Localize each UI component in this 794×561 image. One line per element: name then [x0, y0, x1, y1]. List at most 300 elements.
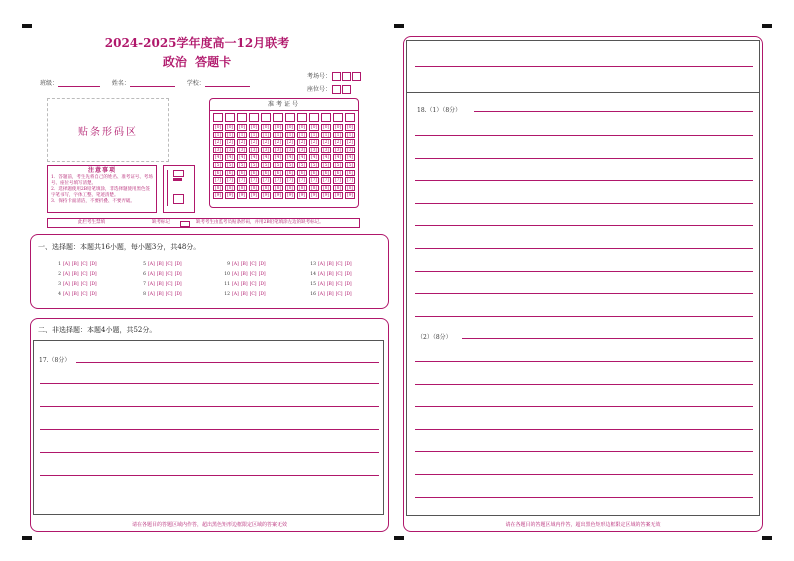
mcq-option-bubble[interactable]: [C] — [249, 292, 257, 297]
admission-digit-bubble[interactable]: [4] — [226, 155, 234, 161]
mcq-option-bubble[interactable]: [C] — [165, 292, 173, 297]
mcq-option-bubble[interactable]: [D] — [344, 262, 352, 267]
admission-digit-bubble[interactable]: [8] — [298, 185, 306, 191]
admission-digit-bubble[interactable]: [1] — [274, 132, 282, 138]
class-field[interactable] — [58, 86, 100, 87]
admission-digit-bubble[interactable]: [0] — [274, 125, 282, 130]
mcq-option-bubble[interactable]: [B] — [156, 272, 164, 277]
notice-item: 2．选择题使用2B铅笔填涂，非选择题使用黑色签字笔书写，字体工整、笔迹清楚。 — [51, 187, 151, 198]
admission-digit-bubble[interactable]: [1] — [238, 132, 246, 138]
admission-digit-bubble[interactable]: [4] — [274, 155, 282, 161]
mcq-option-bubble[interactable]: [B] — [326, 292, 334, 297]
mcq-question-row — [53, 292, 97, 297]
admission-digit-bubble[interactable]: [5] — [250, 162, 258, 168]
answer-line[interactable] — [415, 271, 753, 272]
q17-inner-frame — [33, 340, 384, 515]
answer-line[interactable] — [76, 362, 379, 363]
mcq-option-bubble[interactable]: [C] — [80, 262, 88, 267]
mcq-question-number: 11 — [224, 282, 230, 287]
corner-mark-br — [762, 536, 772, 540]
mcq-option-bubble[interactable]: [C] — [165, 282, 173, 287]
answer-line[interactable] — [415, 248, 753, 249]
admission-digit-input[interactable] — [213, 113, 223, 122]
admission-digit-bubble[interactable]: [5] — [226, 162, 234, 168]
admission-digit-bubble[interactable]: [1] — [310, 132, 318, 138]
admission-digit-bubble[interactable]: [0] — [310, 125, 318, 130]
mcq-option-bubble[interactable]: [C] — [249, 282, 257, 287]
admission-digit-bubble[interactable]: [8] — [238, 185, 246, 191]
mcq-option-bubble[interactable]: [A] — [318, 272, 325, 277]
mcq-question-row — [222, 292, 266, 297]
admission-digit-bubble[interactable]: [3] — [322, 147, 330, 153]
admission-digit-bubble[interactable]: [8] — [322, 185, 330, 191]
admission-digit-bubble[interactable]: [8] — [274, 185, 282, 191]
barcode-area — [47, 98, 169, 162]
mcq-question-number: 14 — [310, 272, 316, 277]
section2-title: 二、非选择题：本题4小题，共52分。 — [38, 326, 157, 334]
admission-digit-bubble[interactable]: [5] — [262, 162, 270, 168]
mcq-question-number: 8 — [143, 292, 146, 297]
mcq-question-number: 15 — [310, 282, 316, 287]
class-label: 班级： — [40, 80, 59, 87]
admission-digit-input[interactable] — [273, 113, 283, 122]
mcq-option-bubble[interactable]: [C] — [165, 272, 173, 277]
admission-digit-bubble[interactable]: [2] — [286, 140, 294, 146]
admission-digit-bubble[interactable]: [2] — [262, 140, 270, 146]
answer-line[interactable] — [415, 497, 753, 498]
q17-label: 17.（8分） — [39, 357, 71, 364]
answer-line[interactable] — [415, 451, 753, 452]
admission-digit-bubble[interactable]: [9] — [226, 193, 234, 199]
answer-line[interactable] — [40, 383, 379, 384]
mcq-question-row — [308, 282, 352, 287]
absence-bar — [47, 218, 360, 228]
admission-digit-bubble[interactable]: [1] — [250, 132, 258, 138]
admission-digit-bubble[interactable]: [6] — [214, 170, 222, 176]
mcq-question-number: 12 — [224, 292, 230, 297]
admission-digit-bubble[interactable]: [7] — [310, 178, 318, 184]
admission-digit-bubble[interactable]: [7] — [334, 178, 342, 184]
mcq-question-row — [53, 272, 97, 277]
admission-digit-bubble[interactable]: [4] — [334, 155, 342, 161]
corner-mark-bl — [22, 536, 32, 540]
admission-digit-bubble[interactable]: [6] — [322, 170, 330, 176]
mcq-option-bubble[interactable]: [D] — [258, 282, 266, 287]
admission-digit-bubble[interactable]: [7] — [298, 178, 306, 184]
admission-digit-bubble[interactable]: [9] — [322, 193, 330, 199]
mcq-option-bubble[interactable]: [B] — [326, 282, 334, 287]
admission-digit-column — [249, 113, 260, 200]
mcq-question-row — [308, 262, 352, 267]
admission-digit-bubble[interactable]: [2] — [250, 140, 258, 146]
seat-box[interactable] — [332, 85, 341, 94]
admission-digit-bubble[interactable]: [4] — [322, 155, 330, 161]
admission-digit-bubble[interactable]: [4] — [262, 155, 270, 161]
admission-digit-input[interactable] — [345, 113, 355, 122]
admission-digit-bubble[interactable]: [8] — [286, 185, 294, 191]
admission-digit-column — [321, 113, 332, 200]
exam-room-label: 考场号： — [307, 73, 332, 80]
mcq-option-bubble[interactable]: [A] — [63, 262, 70, 267]
admission-digit-bubble[interactable]: [4] — [310, 155, 318, 161]
admission-digit-bubble[interactable]: [3] — [214, 147, 222, 153]
admission-digit-bubble[interactable]: [0] — [286, 125, 294, 130]
admission-digit-column — [273, 113, 284, 200]
admission-digit-bubble[interactable]: [3] — [238, 147, 246, 153]
mcq-option-bubble[interactable]: [A] — [232, 282, 239, 287]
mcq-question-number: 10 — [224, 272, 230, 277]
answer-line[interactable] — [462, 338, 753, 339]
mcq-option-bubble[interactable]: [A] — [148, 282, 155, 287]
admission-digit-bubble[interactable]: [7] — [250, 178, 258, 184]
school-field[interactable] — [205, 86, 250, 87]
mcq-option-bubble[interactable]: [B] — [326, 262, 334, 267]
mcq-question-number: 4 — [58, 292, 61, 297]
admission-digit-bubble[interactable]: [0] — [238, 125, 246, 130]
admission-digit-column — [333, 113, 344, 200]
admission-digit-bubble[interactable]: [3] — [262, 147, 270, 153]
admission-digit-input[interactable] — [321, 113, 331, 122]
admission-digit-bubble[interactable]: [0] — [346, 125, 354, 130]
admission-digit-bubble[interactable]: [9] — [334, 193, 342, 199]
admission-digit-bubble[interactable]: [6] — [250, 170, 258, 176]
q18-part2-label: （2）（8分） — [417, 334, 452, 341]
q18-part1-label: 18.（1）（8分） — [417, 107, 462, 114]
admission-digit-bubble[interactable]: [1] — [262, 132, 270, 138]
mcq-question-row — [138, 272, 182, 277]
admission-digit-input[interactable] — [309, 113, 319, 122]
mcq-question-row — [53, 282, 97, 287]
admission-digit-column — [309, 113, 320, 200]
mcq-option-bubble[interactable]: [A] — [63, 292, 70, 297]
mcq-option-bubble[interactable]: [D] — [89, 272, 97, 277]
admission-digit-bubble[interactable]: [2] — [298, 140, 306, 146]
admission-digit-bubble[interactable]: [1] — [214, 132, 222, 138]
admission-digit-bubble[interactable]: [6] — [346, 170, 354, 176]
corner-mark-bm — [394, 536, 404, 540]
answer-line[interactable] — [40, 429, 379, 430]
mcq-option-bubble[interactable]: [B] — [71, 292, 79, 297]
mcq-option-bubble[interactable]: [A] — [148, 272, 155, 277]
admission-digit-bubble[interactable]: [9] — [298, 193, 306, 199]
admission-digit-column — [225, 113, 236, 200]
admission-digit-bubble[interactable]: [0] — [334, 125, 342, 130]
admission-digit-bubble[interactable]: [6] — [298, 170, 306, 176]
admission-digit-bubble[interactable]: [6] — [226, 170, 234, 176]
mcq-option-bubble[interactable]: [A] — [232, 292, 239, 297]
admission-digit-bubble[interactable]: [7] — [286, 178, 294, 184]
mcq-option-bubble[interactable]: [C] — [335, 272, 343, 277]
notice-item: 3．保持卡面清洁，不要折叠、不要弄破。 — [51, 199, 135, 204]
admission-digit-bubble[interactable]: [8] — [346, 185, 354, 191]
admission-digit-bubble[interactable]: [5] — [322, 162, 330, 168]
mcq-option-bubble[interactable]: [D] — [344, 282, 352, 287]
name-field[interactable] — [130, 86, 175, 87]
admission-digit-bubble[interactable]: [1] — [226, 132, 234, 138]
mcq-option-bubble[interactable]: [B] — [240, 262, 248, 267]
mcq-option-bubble[interactable]: [A] — [63, 272, 70, 277]
admission-digit-bubble[interactable]: [2] — [346, 140, 354, 146]
admission-digit-bubble[interactable]: [3] — [274, 147, 282, 153]
admission-digit-bubble[interactable]: [7] — [274, 178, 282, 184]
answer-line[interactable] — [474, 111, 753, 112]
answer-line[interactable] — [415, 158, 753, 159]
admission-digit-column — [297, 113, 308, 200]
footer-left: 请在各题目的答题区域内作答，超出黑色矩形边框限定区域的答案无效 — [131, 522, 287, 528]
admission-digit-bubble[interactable]: [1] — [346, 132, 354, 138]
school-label: 学校： — [186, 80, 205, 87]
admission-digit-bubble[interactable]: [5] — [274, 162, 282, 168]
admission-digit-bubble[interactable]: [4] — [286, 155, 294, 161]
absence-instruction: 缺考考生由监考员贴条形码，并用2B铅笔填涂左边的缺考标记。 — [196, 220, 324, 225]
admission-digit-bubble[interactable]: [2] — [226, 140, 234, 146]
mcq-question-row — [138, 292, 182, 297]
mcq-option-bubble[interactable]: [A] — [148, 262, 155, 267]
admission-digit-bubble[interactable]: [2] — [214, 140, 222, 146]
mcq-option-bubble[interactable]: [D] — [89, 292, 97, 297]
mcq-question-row — [222, 282, 266, 287]
admission-digit-bubble[interactable]: [5] — [286, 162, 294, 168]
admission-digit-bubble[interactable]: [1] — [298, 132, 306, 138]
mcq-option-bubble[interactable]: [D] — [174, 292, 182, 297]
admission-digit-bubble[interactable]: [2] — [238, 140, 246, 146]
mcq-question-number: 5 — [143, 262, 146, 267]
mcq-question-number: 1 — [58, 262, 61, 267]
mcq-option-bubble[interactable]: [C] — [165, 262, 173, 267]
answer-line[interactable] — [415, 384, 753, 385]
answer-line[interactable] — [415, 135, 753, 136]
exam-room-box[interactable] — [352, 72, 361, 81]
admission-digit-bubble[interactable]: [3] — [346, 147, 354, 153]
admission-digit-bubble[interactable]: [0] — [262, 125, 270, 130]
mcq-option-bubble[interactable]: [A] — [232, 262, 239, 267]
mcq-option-bubble[interactable]: [D] — [258, 262, 266, 267]
admission-digit-bubble[interactable]: [4] — [238, 155, 246, 161]
mcq-question-number: 13 — [310, 262, 316, 267]
mcq-option-bubble[interactable]: [B] — [156, 262, 164, 267]
admission-digit-bubble[interactable]: [3] — [286, 147, 294, 153]
admission-digit-bubble[interactable]: [8] — [226, 185, 234, 191]
admission-digit-bubble[interactable]: [9] — [214, 193, 222, 199]
fill-sample-box — [163, 165, 195, 213]
section1-title: 一、选择题：本题共16小题，每小题3分，共48分。 — [38, 243, 201, 251]
mcq-option-bubble[interactable]: [A] — [232, 272, 239, 277]
admission-digit-bubble[interactable]: [2] — [274, 140, 282, 146]
mcq-option-bubble[interactable]: [C] — [249, 272, 257, 277]
exam-room-box[interactable] — [342, 72, 351, 81]
mcq-question-number: 7 — [143, 282, 146, 287]
mcq-option-bubble[interactable]: [D] — [174, 272, 182, 277]
mcq-question-row — [222, 272, 266, 277]
answer-line[interactable] — [415, 293, 753, 294]
mcq-option-bubble[interactable]: [D] — [174, 282, 182, 287]
mcq-option-bubble[interactable]: [D] — [344, 292, 352, 297]
answer-line[interactable] — [40, 475, 379, 476]
mcq-option-bubble[interactable]: [C] — [249, 262, 257, 267]
mcq-option-bubble[interactable]: [B] — [240, 272, 248, 277]
admission-digit-bubble[interactable]: [2] — [322, 140, 330, 146]
seat-label: 座位号： — [307, 86, 332, 93]
mcq-option-bubble[interactable]: [C] — [80, 282, 88, 287]
admission-digit-bubble[interactable]: [8] — [262, 185, 270, 191]
answer-line[interactable] — [415, 361, 753, 362]
admission-digit-bubble[interactable]: [3] — [226, 147, 234, 153]
exam-room-box[interactable] — [332, 72, 341, 81]
answer-line[interactable] — [40, 406, 379, 407]
answer-line[interactable] — [415, 225, 753, 226]
admission-digit-bubble[interactable]: [9] — [310, 193, 318, 199]
admission-digit-input[interactable] — [285, 113, 295, 122]
mcq-question-row — [138, 282, 182, 287]
mcq-question-number: 9 — [227, 262, 230, 267]
admission-digit-input[interactable] — [261, 113, 271, 122]
answer-line[interactable] — [415, 66, 753, 67]
notice-title: 注意事项 — [87, 167, 116, 174]
admission-digit-column — [285, 113, 296, 200]
admission-digit-bubble[interactable]: [1] — [322, 132, 330, 138]
admission-digit-bubble[interactable]: [7] — [346, 178, 354, 184]
notice-item: 1．答题前，考生先将自己的姓名、准考证号、考场号、座位号填写清楚。 — [51, 175, 153, 186]
mcq-option-bubble[interactable]: [D] — [258, 272, 266, 277]
answer-line[interactable] — [415, 180, 753, 181]
notice-box — [47, 165, 157, 213]
admission-digit-bubble[interactable]: [6] — [238, 170, 246, 176]
admission-digit-bubble[interactable]: [7] — [214, 178, 222, 184]
name-label: 姓名： — [111, 80, 130, 87]
admission-number-box — [209, 98, 359, 208]
admission-digit-bubble[interactable]: [8] — [334, 185, 342, 191]
corner-mark-tl — [22, 24, 32, 28]
admission-digit-bubble[interactable]: [4] — [250, 155, 258, 161]
admission-digit-bubble[interactable]: [2] — [334, 140, 342, 146]
admission-digit-bubble[interactable]: [8] — [310, 185, 318, 191]
answer-line[interactable] — [415, 429, 753, 430]
mcq-option-bubble[interactable]: [B] — [240, 282, 248, 287]
answer-line[interactable] — [415, 203, 753, 204]
mcq-option-bubble[interactable]: [D] — [344, 272, 352, 277]
mcq-option-bubble[interactable]: [C] — [80, 292, 88, 297]
admission-digit-bubble[interactable]: [1] — [334, 132, 342, 138]
answer-line[interactable] — [415, 474, 753, 475]
mcq-option-bubble[interactable]: [A] — [148, 292, 155, 297]
admission-digit-bubble[interactable]: [0] — [226, 125, 234, 130]
mcq-question-number: 3 — [58, 282, 61, 287]
mcq-option-bubble[interactable]: [A] — [318, 292, 325, 297]
answer-line[interactable] — [40, 452, 379, 453]
admission-digit-bubble[interactable]: [7] — [238, 178, 246, 184]
admission-digit-input[interactable] — [249, 113, 259, 122]
mcq-option-bubble[interactable]: [B] — [326, 272, 334, 277]
answer-line[interactable] — [415, 316, 753, 317]
admission-digit-bubble[interactable]: [8] — [214, 185, 222, 191]
mcq-option-bubble[interactable]: [A] — [318, 282, 325, 287]
mcq-question-number: 2 — [58, 272, 61, 277]
mcq-question-row — [308, 292, 352, 297]
mcq-option-bubble[interactable]: [B] — [71, 262, 79, 267]
mcq-option-bubble[interactable]: [D] — [174, 262, 182, 267]
page-subtitle: 政治 答题卡 — [162, 55, 232, 69]
admission-number-title: 准考证号 — [210, 99, 358, 111]
mcq-question-row — [53, 262, 97, 267]
admission-digit-bubble[interactable]: [0] — [322, 125, 330, 130]
admission-digit-column — [261, 113, 272, 200]
mcq-option-bubble[interactable]: [B] — [240, 292, 248, 297]
mcq-option-bubble[interactable]: [B] — [71, 272, 79, 277]
admission-digit-bubble[interactable]: [3] — [310, 147, 318, 153]
admission-digit-bubble[interactable]: [7] — [226, 178, 234, 184]
right-separator — [406, 92, 760, 93]
mcq-option-bubble[interactable]: [D] — [258, 292, 266, 297]
admission-digit-bubble[interactable]: [8] — [250, 185, 258, 191]
admission-digit-bubble[interactable]: [3] — [250, 147, 258, 153]
admission-digit-bubble[interactable]: [9] — [238, 193, 246, 199]
admission-digit-bubble[interactable]: [9] — [274, 193, 282, 199]
mcq-option-bubble[interactable]: [B] — [156, 282, 164, 287]
admission-digit-column — [237, 113, 248, 200]
admission-digit-bubble[interactable]: [2] — [310, 140, 318, 146]
admission-digit-bubble[interactable]: [9] — [346, 193, 354, 199]
student-info-row — [40, 78, 250, 87]
admission-digit-bubble[interactable]: [0] — [250, 125, 258, 130]
admission-digit-bubble[interactable]: [3] — [334, 147, 342, 153]
admission-digit-bubble[interactable]: [5] — [346, 162, 354, 168]
admission-digit-bubble[interactable]: [5] — [238, 162, 246, 168]
mcq-option-bubble[interactable]: [B] — [71, 282, 79, 287]
admission-digit-bubble[interactable]: [5] — [298, 162, 306, 168]
admission-digit-bubble[interactable]: [1] — [286, 132, 294, 138]
admission-digit-bubble[interactable]: [4] — [214, 155, 222, 161]
admission-digit-bubble[interactable]: [7] — [322, 178, 330, 184]
mcq-option-bubble[interactable]: [C] — [335, 262, 343, 267]
admission-digit-input[interactable] — [297, 113, 307, 122]
answer-line[interactable] — [415, 406, 753, 407]
admission-digit-bubble[interactable]: [9] — [286, 193, 294, 199]
admission-digit-bubble[interactable]: [5] — [310, 162, 318, 168]
admission-digit-bubble[interactable]: [6] — [310, 170, 318, 176]
admission-digit-bubble[interactable]: [3] — [298, 147, 306, 153]
admission-digit-input[interactable] — [333, 113, 343, 122]
admission-digit-bubble[interactable]: [9] — [250, 193, 258, 199]
absent-mark-box[interactable] — [180, 221, 190, 227]
admission-digit-bubble[interactable]: [9] — [262, 193, 270, 199]
mcq-option-bubble[interactable]: [D] — [89, 262, 97, 267]
admission-digit-bubble[interactable]: [6] — [286, 170, 294, 176]
admission-digit-bubble[interactable]: [5] — [214, 162, 222, 168]
mcq-option-bubble[interactable]: [B] — [156, 292, 164, 297]
admission-digit-bubble[interactable]: [0] — [214, 125, 222, 130]
mcq-option-bubble[interactable]: [C] — [335, 292, 343, 297]
mcq-question-row — [222, 262, 266, 267]
mcq-option-bubble[interactable]: [C] — [335, 282, 343, 287]
admission-digit-bubble[interactable]: [0] — [298, 125, 306, 130]
admission-digit-bubble[interactable]: [4] — [298, 155, 306, 161]
mcq-option-bubble[interactable]: [D] — [89, 282, 97, 287]
mcq-option-bubble[interactable]: [A] — [318, 262, 325, 267]
admission-digit-bubble[interactable]: [4] — [346, 155, 354, 161]
admission-digit-bubble[interactable]: [7] — [262, 178, 270, 184]
barcode-label: 贴条形码区 — [78, 126, 138, 138]
seat-row — [307, 84, 351, 94]
admission-digit-input[interactable] — [225, 113, 235, 122]
mcq-option-bubble[interactable]: [C] — [80, 272, 88, 277]
seat-box[interactable] — [342, 85, 351, 94]
admission-digit-input[interactable] — [237, 113, 247, 122]
mcq-option-bubble[interactable]: [A] — [63, 282, 70, 287]
admission-digit-bubble[interactable]: [6] — [262, 170, 270, 176]
admission-digit-bubble[interactable]: [5] — [334, 162, 342, 168]
admission-digit-bubble[interactable]: [6] — [334, 170, 342, 176]
admission-digit-bubble[interactable]: [6] — [274, 170, 282, 176]
